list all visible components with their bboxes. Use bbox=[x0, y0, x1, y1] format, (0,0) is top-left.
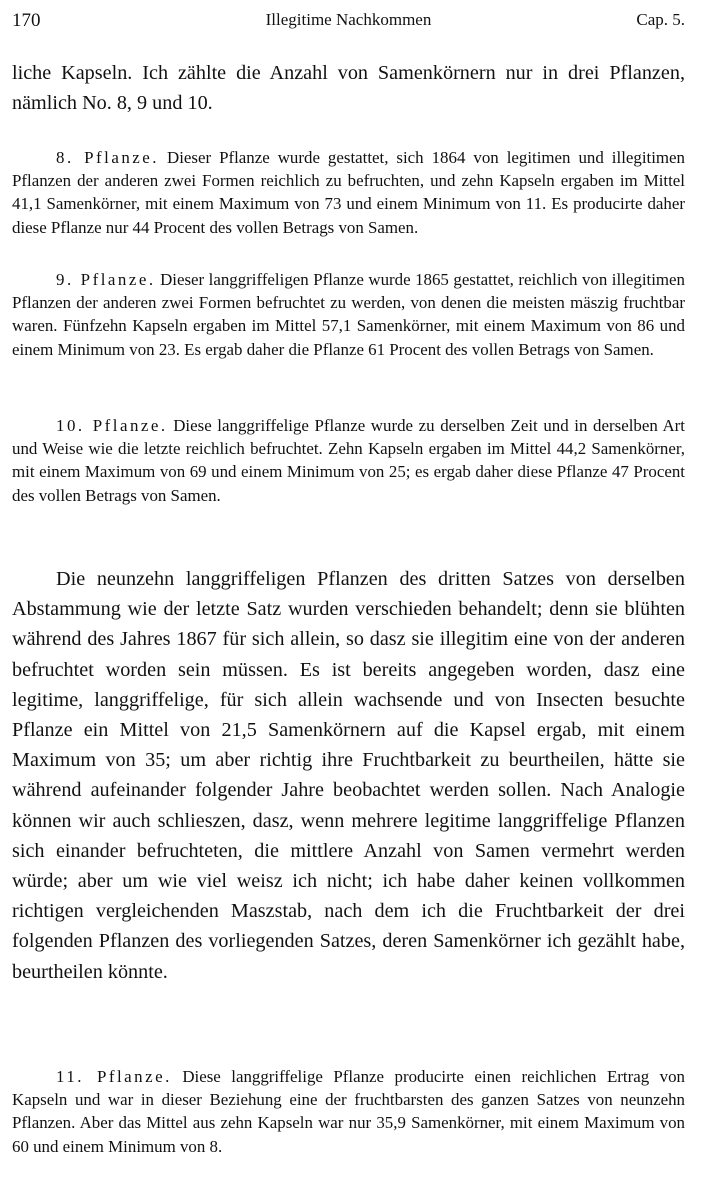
running-title: Illegitime Nachkommen bbox=[265, 10, 432, 29]
plant-10-paragraph bbox=[12, 414, 685, 507]
plant-10-label: 10. Pflanze. bbox=[56, 416, 168, 435]
intro-paragraph: liche Kapseln. Ich zählte die Anzahl von Samenkörnern nur in drei Pflanzen, nämlich No. 8, 9 und 10. bbox=[12, 62, 685, 114]
plant-11-text: Diese langgriffelige Pflanze producirte einen reichlichen Ertrag von Kapseln und war in dieser Beziehung eine der fruchtbarsten des ganzen Satzes von neunzehn Pflanzen. Aber das Mittel aus zehn Kapseln war nur 35,9 Samenkörner, mit einem Maximum von 60 und einem Minimum von 8. bbox=[12, 1067, 685, 1156]
chapter-label: Cap. 5. bbox=[636, 10, 685, 29]
plant-9-text: Dieser langgriffeligen Pflanze wurde 1865 gestattet, reichlich von illegitimen Pflanzen der anderen zwei Formen befruchtet zu werden, von denen die meisten mäszig fruchtbar waren. Fünfzehn Kapseln ergaben im Mittel 57,1 Samenkörner, mit einem Maximum von 86 und einem Minimum von 23. Es ergab daher die Pflanze 61 Procent des vollen Betrags von Samen. bbox=[12, 270, 685, 359]
plant-11-paragraph bbox=[12, 1065, 685, 1158]
plant-8-label: 8. Pflanze. bbox=[56, 148, 160, 167]
plant-9-paragraph bbox=[12, 268, 685, 361]
page-header bbox=[12, 10, 685, 38]
page-number: 170 bbox=[12, 10, 41, 31]
plant-9-label: 9. Pflanze. bbox=[56, 270, 156, 289]
main-paragraph bbox=[12, 564, 685, 987]
main-paragraph-text: Die neunzehn langgriffeligen Pflanzen des dritten Satzes von derselben Abstammung wie der letzte Satz wurden verschieden behandelt; denn sie blühten während des Jahres 1867 für sich allein, so dasz sie illegitim eine von der anderen befruchtet worden sein müssen. Es ist bereits angegeben worden, dasz eine legitime, langgriffelige, für sich allein wachsende und von Insecten besuchte Pflanze ein Mittel von 21,5 Samenkörnern auf die Kapsel ergab, mit einem Maximum von 35; um aber richtig ihre Fruchtbarkeit zu beurtheilen, hätte sie während aufeinander folgender Jahre beobachtet werden sollen. Nach Analogie können wir auch schlieszen, dasz, wenn mehrere legitime langgriffelige Pflanzen sich einander befruchteten, die mittlere Anzahl von Samen vermehrt werden würde; aber um wie viel weisz ich nicht; ich habe daher keinen vollkommen richtigen vergleichenden Maszstab, nach dem ich die Fruchtbarkeit der drei folgenden Pflanzen des vorliegenden Satzes, deren Samenkörner ich gezählt habe, beurtheilen könnte. bbox=[12, 568, 685, 983]
plant-11-label: 11. Pflanze. bbox=[56, 1067, 172, 1086]
plant-10-text: Diese langgriffelige Pflanze wurde zu derselben Zeit und in derselben Art und Weise wie die letzte reichlich befruchtet. Zehn Kapseln ergaben im Mittel 44,2 Samenkörner, mit einem Maximum von 69 und einem Minimum von 25; es ergab daher diese Pflanze 47 Procent des vollen Betrags von Samen. bbox=[12, 416, 685, 505]
plant-8-text: Dieser Pflanze wurde gestattet, sich 1864 von legitimen und illegitimen Pflanzen der anderen zwei Formen reichlich zu befruchten, und zehn Kapseln ergaben im Mittel 41,1 Samenkörner, mit einem Maximum von 73 und einem Minimum von 11. Es producirte daher diese Pflanze nur 44 Procent des vollen Betrags von Samen. bbox=[12, 148, 685, 237]
plant-8-paragraph bbox=[12, 146, 685, 239]
